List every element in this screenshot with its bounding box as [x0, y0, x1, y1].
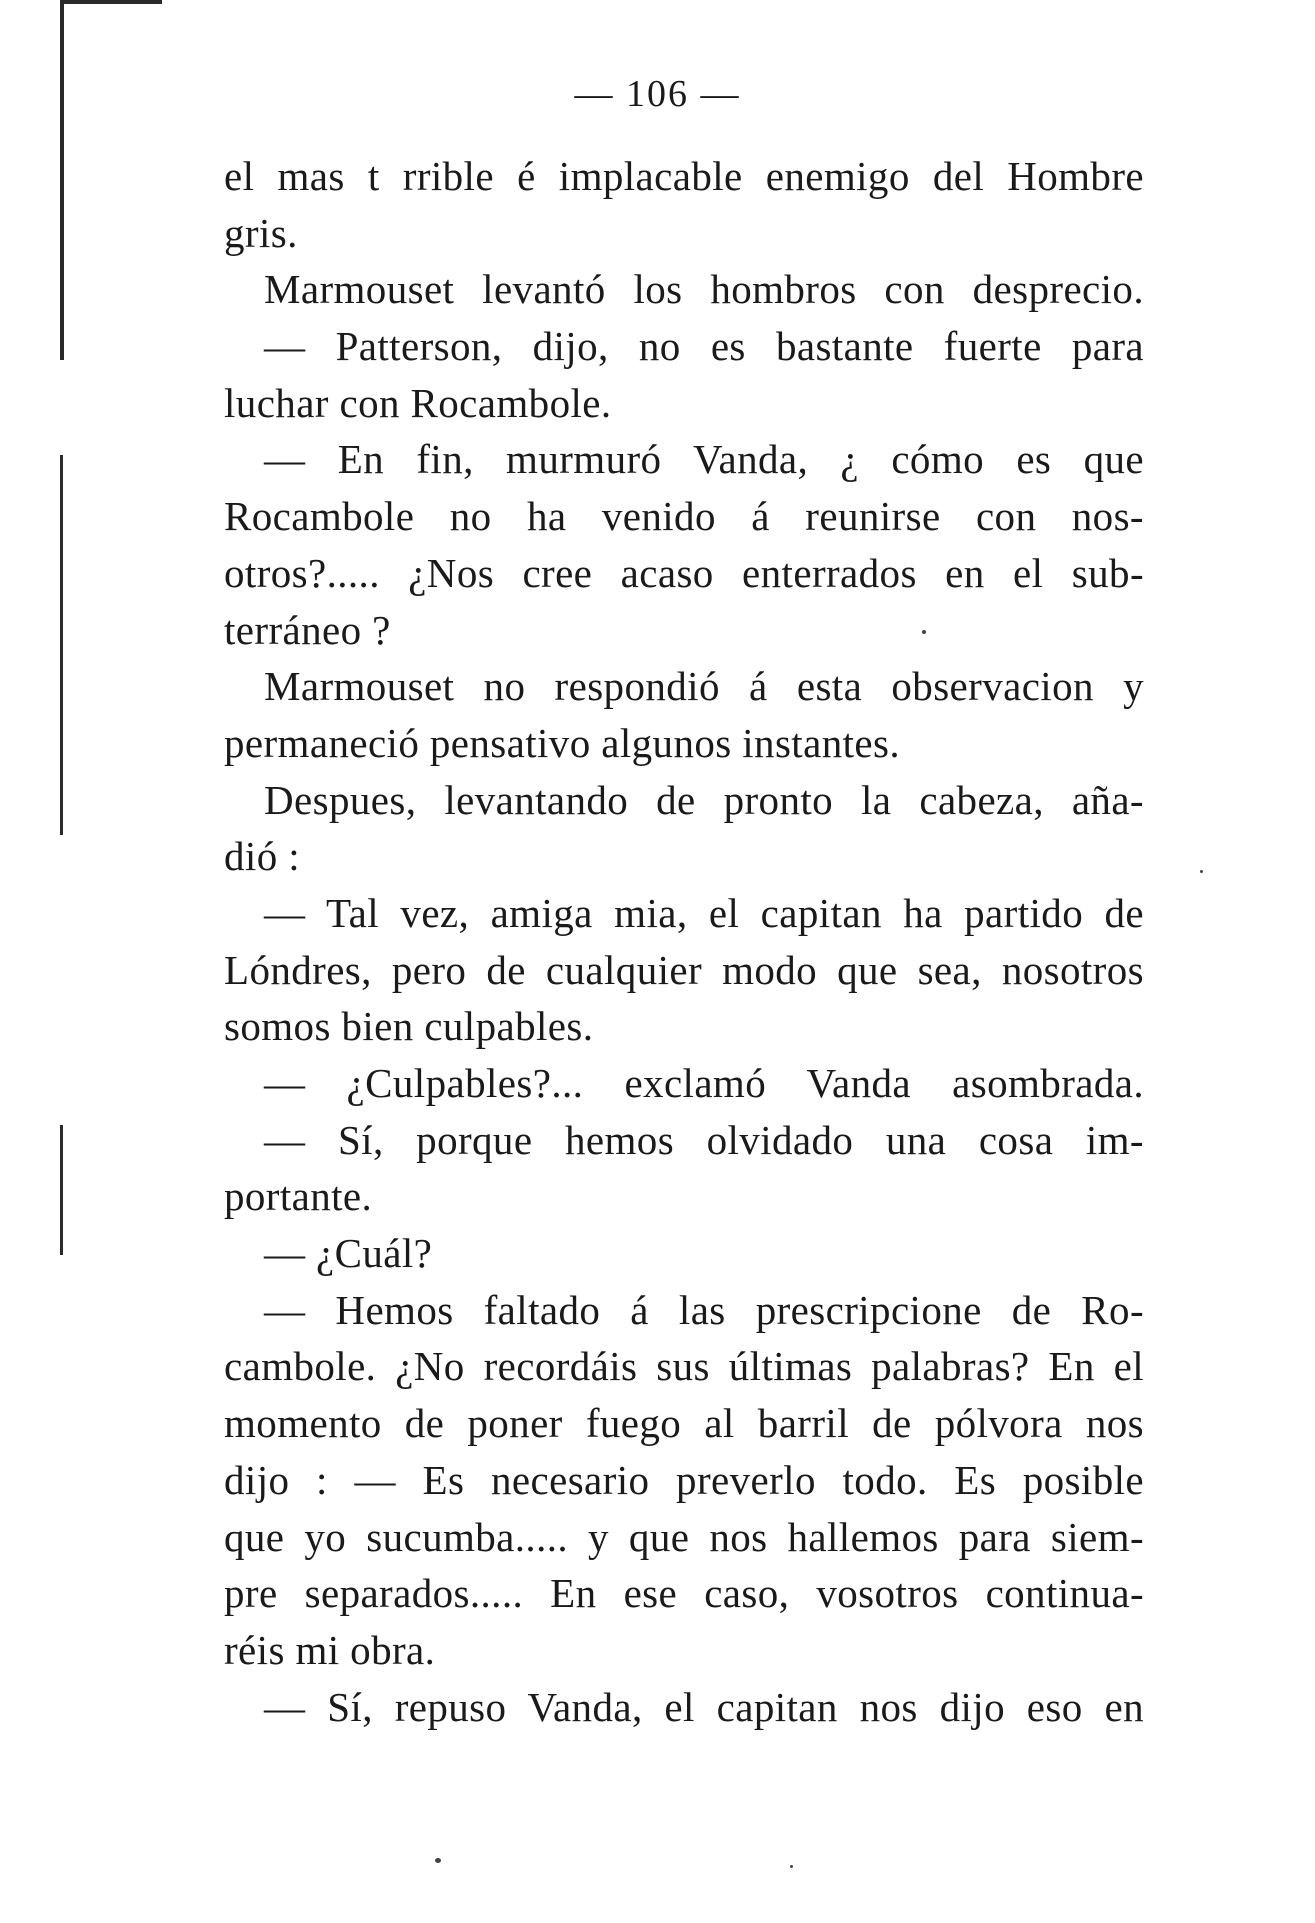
text-line: cambole. ¿No recordáis sus últimas palabras? En el — [224, 1343, 1144, 1390]
text-line: otros?..... ¿Nos cree acaso enterrados en el sub- — [224, 549, 1144, 596]
text-line: portante. — [224, 1173, 373, 1220]
text-line: Marmouset levantó los hombros con desprecio. — [264, 266, 1144, 313]
text-line: — ¿Cuál? — [264, 1230, 433, 1277]
text-line: — Patterson, dijo, no es bastante fuerte para — [264, 323, 1144, 370]
text-line: Rocambole no ha venido á reunirse con nos- — [224, 493, 1144, 540]
text-line: somos bien culpables. — [224, 1003, 594, 1050]
text-line: dió : — [224, 833, 301, 880]
text-line: Despues, levantando de pronto la cabeza, aña- — [264, 776, 1144, 823]
text-line: réis mi obra. — [224, 1626, 436, 1673]
scan-edge-top — [62, 0, 162, 4]
text-line: — Sí, porque hemos olvidado una cosa im- — [264, 1116, 1144, 1163]
text-line: permaneció pensativo algunos instantes. — [224, 719, 900, 766]
speck — [435, 1858, 441, 1863]
text-line: — ¿Culpables?... exclamó Vanda asombrada. — [264, 1060, 1144, 1106]
text-line: luchar con Rocambole. — [224, 379, 612, 426]
text-line: que yo sucumba..... y que nos hallemos para siem- — [224, 1513, 1144, 1560]
text-line: momento de poner fuego al barril de pólvora nos — [224, 1400, 1144, 1447]
text-line: pre separados..... En ese caso, vosotros continua- — [224, 1570, 1144, 1617]
text-line: Lóndres, pero de cualquier modo que sea, nosotros — [224, 946, 1144, 993]
text-line: dijo : — Es necesario preverlo todo. Es posible — [224, 1456, 1144, 1503]
speck — [1200, 870, 1203, 873]
text-line: el mas t rrible é implacable enemigo del Hombre — [224, 153, 1144, 199]
page-number: — 106 — — [574, 73, 741, 115]
scan-edge-left-middle — [60, 455, 63, 835]
text-line: — Tal vez, amiga mia, el capitan ha partido de — [264, 889, 1144, 936]
scan-edge-left-lower — [60, 1125, 63, 1255]
page-body — [224, 148, 1144, 1735]
text-line: Marmouset no respondió á esta observacion y — [264, 663, 1144, 710]
text-line: terráneo ? — [224, 606, 391, 653]
text-line: — Sí, repuso Vanda, el capitan nos dijo eso en — [264, 1683, 1144, 1730]
speck — [790, 1865, 793, 1868]
text-line: — En fin, murmuró Vanda, ¿ cómo es que — [264, 436, 1144, 483]
text-line: gris. — [224, 209, 298, 256]
text-line: — Hemos faltado á las prescripcione de Ro- — [264, 1286, 1144, 1333]
scan-edge-left-upper — [60, 0, 64, 360]
